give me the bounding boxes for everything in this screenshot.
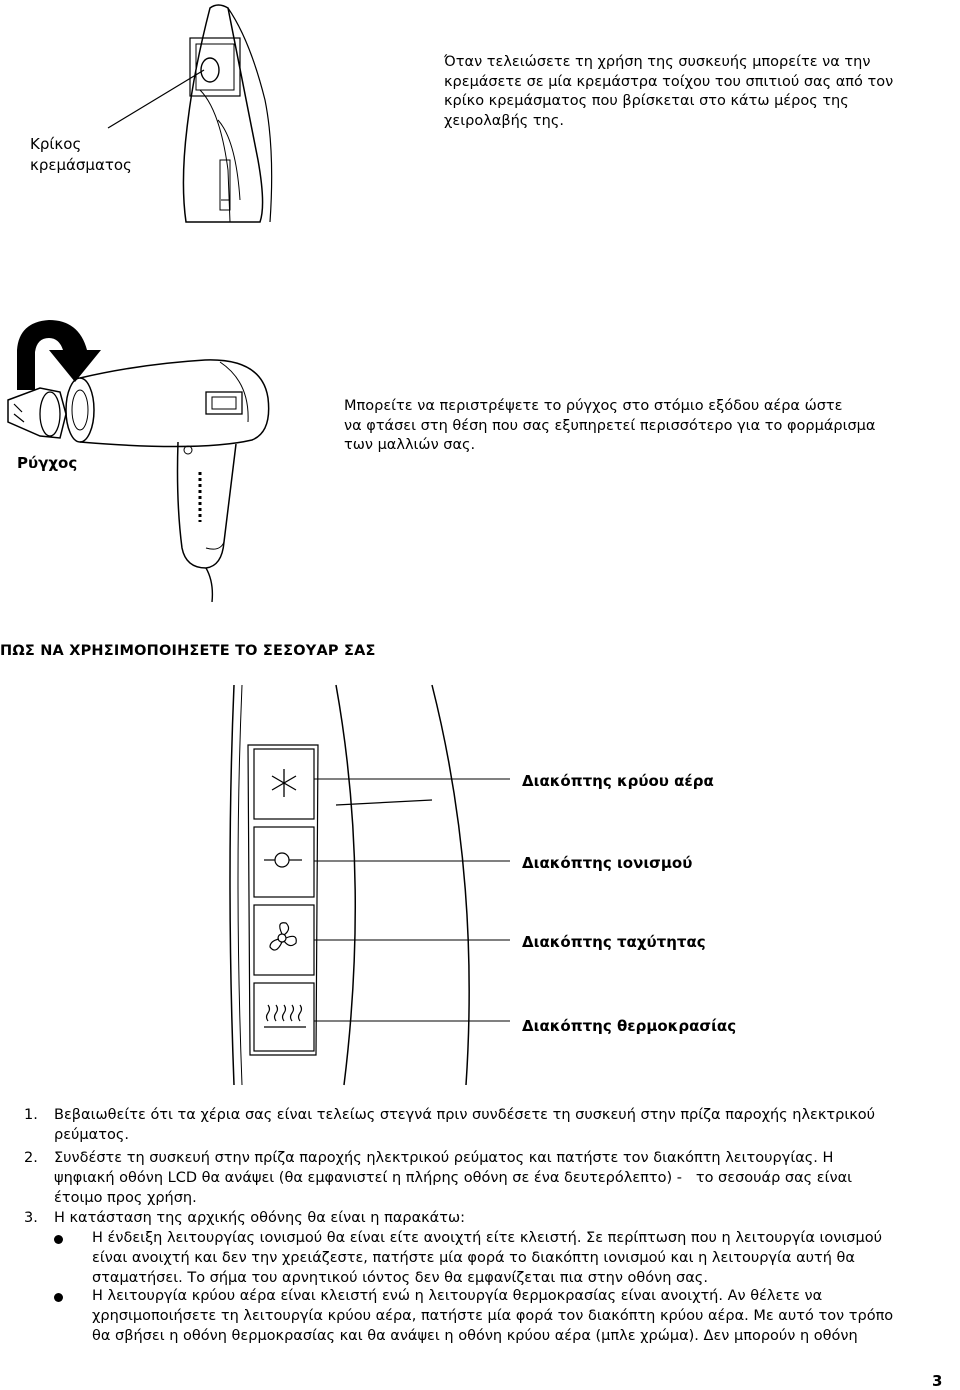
instruction-1 [24,1106,954,1146]
hook-label-line1: Κρίκος [30,135,82,153]
bullet-2-dot [54,1293,63,1302]
hair-dryer-icon [0,352,290,602]
bullet-1-line2: είναι ανοιχτή και δεν την χρειάζεστε, πατήστε μία φορά το διακόπτη ιονισμού και η λειτουργία αυτή θα [92,1249,855,1266]
instruction-1-line2: ρεύματος. [54,1126,129,1143]
instruction-1-number: 1. [24,1107,38,1123]
hook-text-line2: κρεμάσετε σε μία κρεμάστρα τοίχου του σπιτιού σας από τον [444,73,894,90]
callout-speed: Διακόπτης ταχύτητας [522,933,706,951]
instruction-2-line1: Συνδέστε τη συσκευή στην πρίζα παροχής ηλεκτρικού ρεύματος και πατήστε τον διακόπτη λειτουργίας. Η [54,1150,834,1166]
hook-description [444,53,952,131]
page-number: 3 [932,1372,943,1390]
hook-text-line1: Όταν τελειώσετε τη χρήση της συσκευής μπορείτε να την [444,54,871,70]
hair-dryer-handle-hanging-icon [60,0,320,235]
hook-label-line2: κρεμάσματος [30,156,132,174]
bullet-1-line3: σταματήσει. Το σήμα του αρνητικού ιόντος δεν θα εμφανίζεται πια στην οθόνη σας. [92,1269,708,1286]
instruction-3-number: 3. [24,1210,38,1226]
hook-text-line4: χειρολαβής της. [444,112,564,129]
callout-temperature: Διακόπτης θερμοκρασίας [522,1017,737,1035]
instruction-3 [24,1209,954,1229]
nozzle-label: Ρύγχος [17,454,78,472]
instruction-2-line2: ψηφιακή οθόνη LCD θα ανάψει (θα εμφανιστεί η πλήρης οθόνη σε ένα δευτερόλεπτο) - το σεσουάρ σας είναι [54,1169,853,1186]
hook-text-line3: κρίκο κρεμάσματος που βρίσκεται στο κάτω μέρος της [444,93,849,110]
section-heading: ΠΩΣ ΝΑ ΧΡΗΣΙΜΟΠΟΙΗΣΕΤΕ ΤΟ ΣΕΣΟΥΑΡ ΣΑΣ [0,643,376,659]
instruction-2-line3: έτοιμο προς χρήση. [54,1189,197,1206]
nozzle-text-line2: να φτάσει στη θέση που σας εξυπηρετεί περισσότερο για το φορμάρισμα [344,417,876,434]
instruction-2 [24,1149,954,1208]
instruction-1-line1: Βεβαιωθείτε ότι τα χέρια σας είναι τελείως στεγνά πριν συνδέσετε τη συσκευή στην πρίζα παροχής ηλεκτρικού [54,1107,876,1123]
bullet-1 [92,1229,954,1288]
bullet-2-line2: χρησιμοποιήσετε τη λειτουργία κρύου αέρα, πατήστε μία φορά τον διακόπτη κρύου αέρα. Με αυτό τον τρόπο [92,1307,894,1324]
bullet-1-line1: Η ένδειξη λειτουργίας ιονισμού θα είναι είτε ανοιχτή είτε κλειστή. Σε περίπτωση που η λειτουργία ιονισμού [92,1230,882,1246]
callout-cold-air: Διακόπτης κρύου αέρα [522,772,714,790]
bullet-2 [92,1287,954,1346]
nozzle-text-line3: των μαλλιών σας. [344,437,476,454]
callout-ion: Διακόπτης ιονισμού [522,854,693,872]
bullet-1-dot [54,1235,63,1244]
nozzle-text-line1: Μπορείτε να περιστρέψετε το ρύγχος στο στόμιο εξόδου αέρα ώστε [344,398,843,414]
instruction-2-number: 2. [24,1150,38,1166]
nozzle-description [344,397,954,456]
bullet-2-line1: Η λειτουργία κρύου αέρα είναι κλειστή ενώ η λειτουργία θερμοκρασίας είναι ανοιχτή. Αν θέλετε να [92,1288,823,1304]
bullet-2-line3: θα σβήσει η οθόνη θερμοκρασίας και θα ανάψει η οθόνη κρύου αέρα (μπλε χρώμα). Δεν μπορούν η οθόνη [92,1327,858,1344]
instruction-3-line1: Η κατάσταση της αρχικής οθόνης θα είναι η παρακάτω: [54,1210,465,1226]
